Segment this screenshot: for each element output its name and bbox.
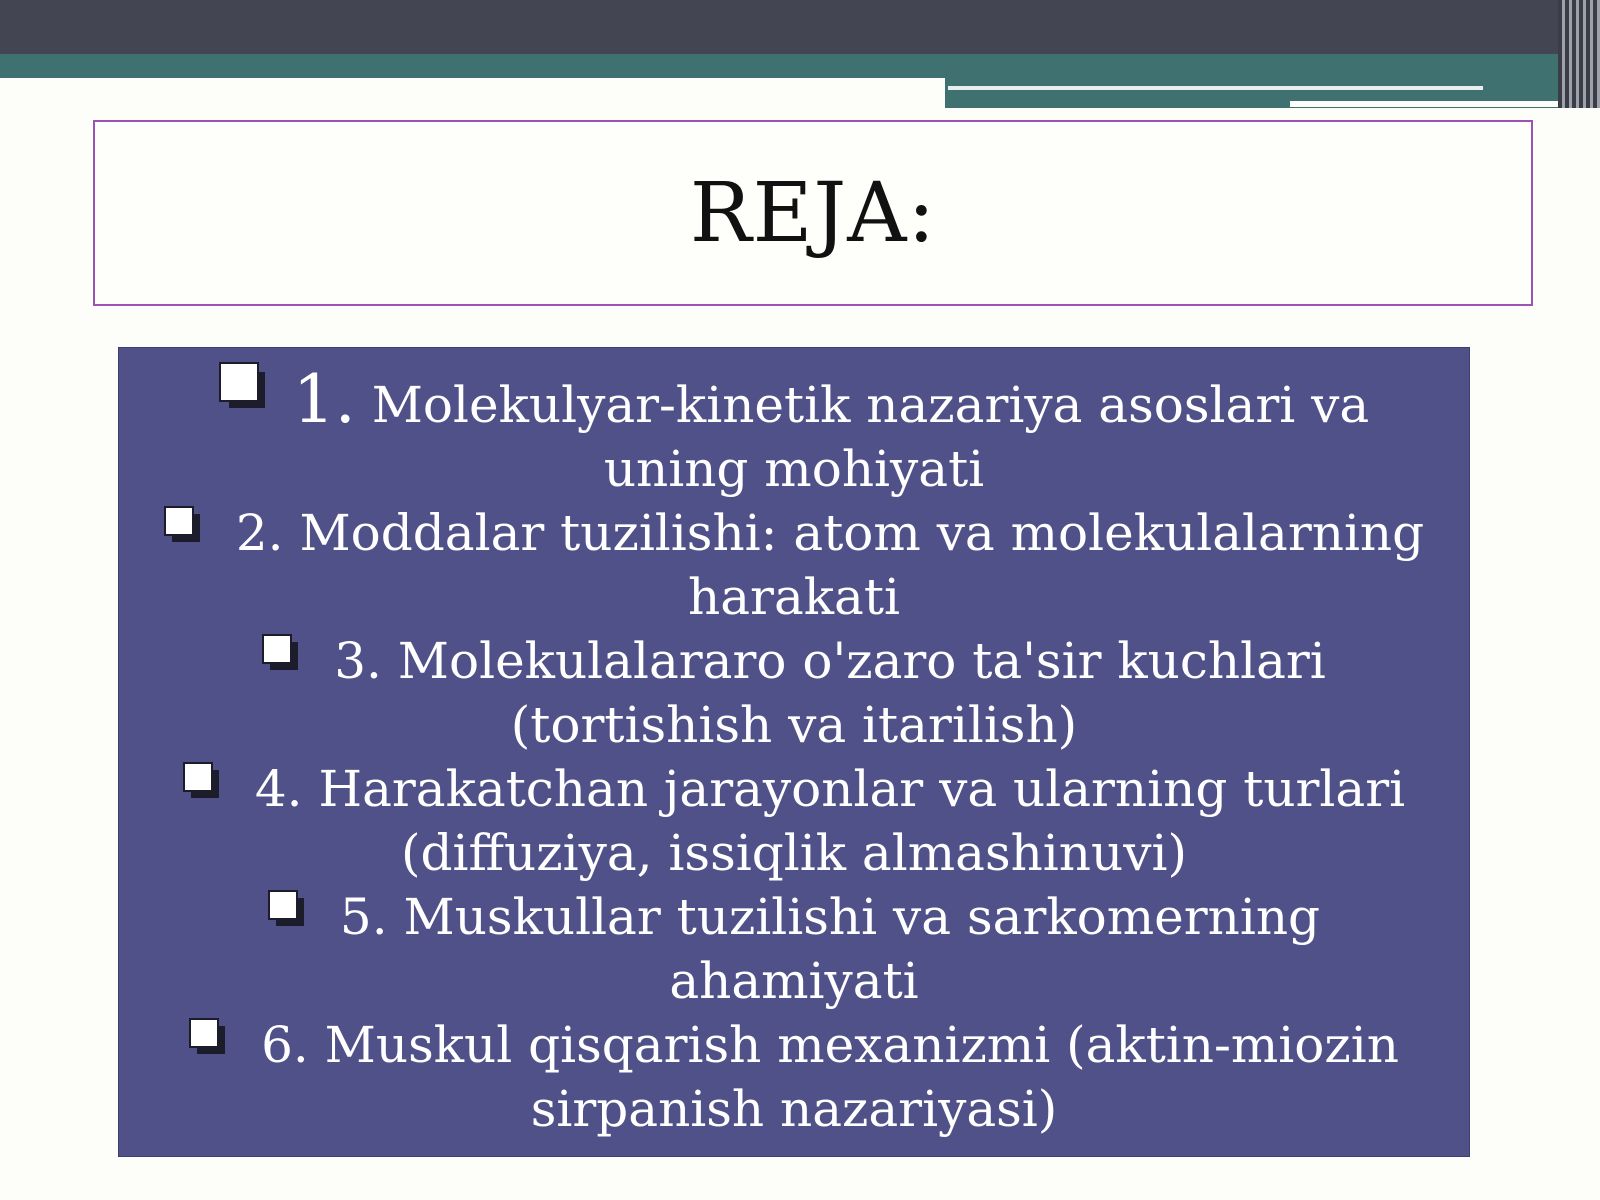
plan-item-text: 2. Moddalar tuzilishi: atom va molekulalarning harakati xyxy=(235,504,1425,626)
header-accent-line xyxy=(948,86,1483,90)
checkbox-square-icon xyxy=(268,890,302,924)
plan-item-3 xyxy=(139,629,1449,757)
header-teal-band-right xyxy=(945,54,1565,108)
plan-item-1 xyxy=(139,362,1449,501)
plan-item-text: 6. Muskul qisqarish mexanizmi (aktin-miozin sirpanish nazariyasi) xyxy=(261,1016,1399,1138)
title-box xyxy=(93,120,1533,306)
checkbox-square-icon xyxy=(262,634,296,668)
plan-item-number: 1. xyxy=(292,361,356,438)
plan-list xyxy=(139,362,1449,1141)
plan-item-text: 5. Muskullar tuzilishi va sarkomerning ahamiyati xyxy=(339,888,1321,1010)
slide-title: REJA: xyxy=(689,165,937,261)
header-dark-band xyxy=(0,0,1600,54)
plan-item-4 xyxy=(139,757,1449,885)
header-stripes xyxy=(1558,0,1600,108)
checkbox-square-icon xyxy=(189,1018,223,1052)
checkbox-square-icon xyxy=(164,506,198,540)
checkbox-square-icon xyxy=(219,362,263,406)
plan-item-text: 4. Harakatchan jarayonlar va ularning turlari (diffuziya, issiqlik almashinuvi) xyxy=(254,760,1406,882)
plan-content-box xyxy=(118,347,1470,1157)
plan-item-5 xyxy=(139,885,1449,1013)
header-accent-line-lower xyxy=(1290,101,1565,107)
plan-item-6 xyxy=(139,1013,1449,1141)
checkbox-square-icon xyxy=(183,762,217,796)
header-teal-band-left xyxy=(0,54,945,78)
plan-item-text: Molekulyar-kinetik nazariya asoslari va uning mohiyati xyxy=(371,376,1370,498)
plan-item-2 xyxy=(139,501,1449,629)
plan-item-text: 3. Molekulalararo o'zaro ta'sir kuchlari (tortishish va itarilish) xyxy=(334,632,1326,754)
